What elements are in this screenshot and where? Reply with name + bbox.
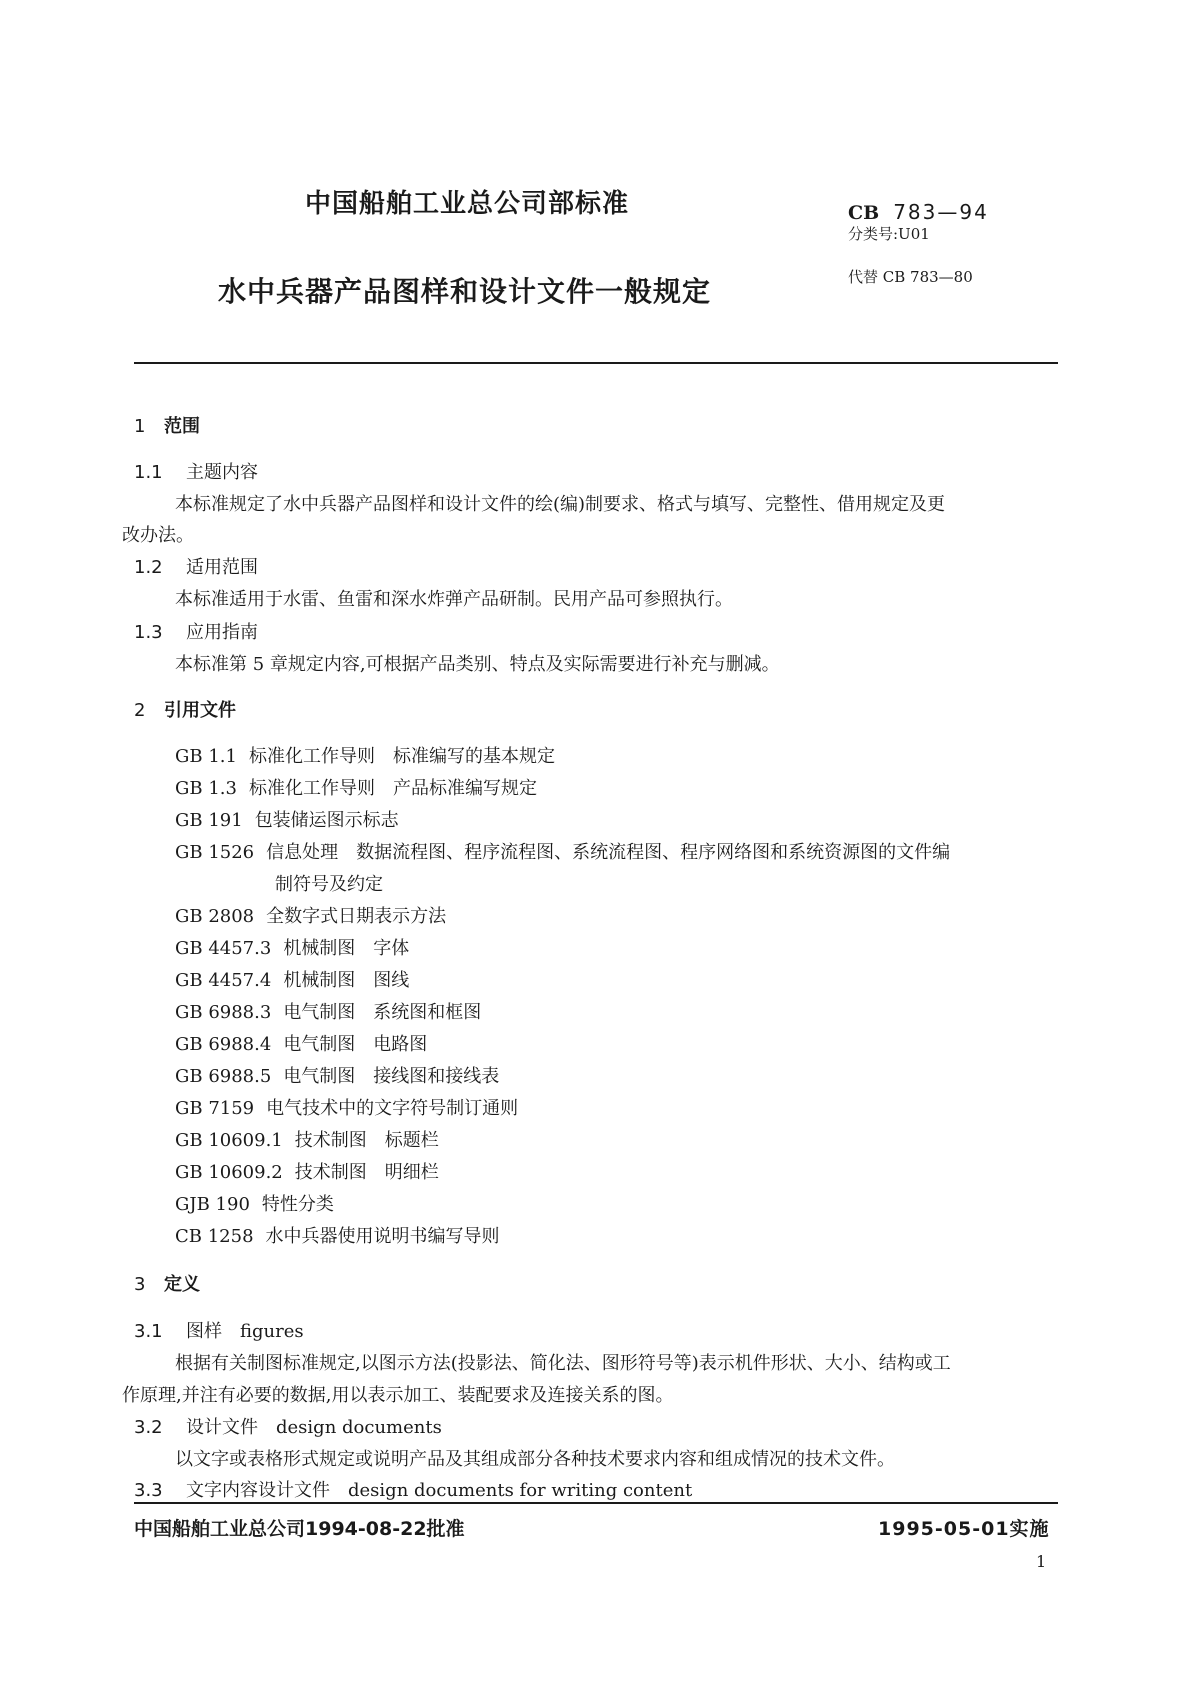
effective-date: 1995-05-01实施	[878, 1518, 1050, 1540]
section-1-2-text: 本标准适用于水雷、鱼雷和深水炸弹产品研制。民用产品可参照执行。	[175, 589, 733, 610]
reference-item: GB 4457.3 机械制图 字体	[175, 938, 410, 959]
reference-item-continuation: 制符号及约定	[275, 874, 383, 895]
footer-divider	[134, 1502, 1058, 1504]
section-3-1-text-line-2: 作原理,并注有必要的数据,用以表示加工、装配要求及连接关系的图。	[122, 1385, 674, 1406]
section-1-3-heading: 1.3 应用指南	[134, 622, 258, 643]
section-1-2-heading: 1.2 适用范围	[134, 557, 258, 578]
reference-item: GB 4457.4 机械制图 图线	[175, 970, 410, 991]
reference-item: CB 1258 水中兵器使用说明书编写导则	[175, 1226, 500, 1247]
standard-number	[848, 200, 989, 224]
section-1-1-text-line-2: 改办法。	[122, 525, 194, 546]
section-3-1-text-line-1: 根据有关制图标准规定,以图示方法(投影法、简化法、图形符号等)表示机件形状、大小、结构或工	[175, 1353, 951, 1374]
reference-item: GB 6988.5 电气制图 接线图和接线表	[175, 1066, 500, 1087]
reference-item: GB 1.3 标准化工作导则 产品标准编写规定	[175, 778, 537, 799]
reference-item: GB 6988.3 电气制图 系统图和框图	[175, 1002, 482, 1023]
section-3-2-heading: 3.2 设计文件 design documents	[134, 1417, 442, 1438]
section-1-1-heading: 1.1 主题内容	[134, 462, 258, 483]
reference-item: GB 6988.4 电气制图 电路图	[175, 1034, 428, 1055]
reference-item: GB 1.1 标准化工作导则 标准编写的基本规定	[175, 746, 555, 767]
section-2-heading: 2 引用文件	[134, 700, 236, 721]
standard-prefix: CB	[848, 202, 880, 224]
organization-title: 中国船舶工业总公司部标准	[305, 189, 630, 219]
page-number: 1	[1036, 1552, 1047, 1571]
section-1-heading: 1 范围	[134, 416, 200, 437]
section-1-1-text-line-1: 本标准规定了水中兵器产品图样和设计文件的绘(编)制要求、格式与填写、完整性、借用规定及更	[175, 494, 946, 515]
standard-code: 783—94	[893, 200, 989, 224]
document-title: 水中兵器产品图样和设计文件一般规定	[218, 275, 712, 308]
classification-number: 分类号:U01	[848, 225, 930, 243]
reference-item: GJB 190 特性分类	[175, 1194, 334, 1215]
replaces-standard: 代替 CB 783—80	[848, 268, 973, 286]
reference-item: GB 10609.1 技术制图 标题栏	[175, 1130, 439, 1151]
header-divider	[134, 362, 1058, 364]
reference-item: GB 7159 电气技术中的文字符号制订通则	[175, 1098, 519, 1119]
section-3-heading: 3 定义	[134, 1274, 200, 1295]
section-1-3-text: 本标准第 5 章规定内容,可根据产品类别、特点及实际需要进行补充与删减。	[175, 654, 780, 675]
reference-item: GB 2808 全数字式日期表示方法	[175, 906, 447, 927]
reference-item: GB 10609.2 技术制图 明细栏	[175, 1162, 439, 1183]
section-3-2-text: 以文字或表格形式规定或说明产品及其组成部分各种技术要求内容和组成情况的技术文件。	[175, 1449, 895, 1470]
reference-item: GB 191 包装储运图示标志	[175, 810, 399, 831]
section-3-3-heading: 3.3 文字内容设计文件 design documents for writing content	[134, 1480, 693, 1501]
approval-statement: 中国船舶工业总公司1994-08-22批准	[134, 1518, 465, 1540]
reference-item: GB 1526 信息处理 数据流程图、程序流程图、系统流程图、程序网络图和系统资源图的文件编	[175, 842, 951, 863]
section-3-1-heading: 3.1 图样 figures	[134, 1321, 304, 1342]
